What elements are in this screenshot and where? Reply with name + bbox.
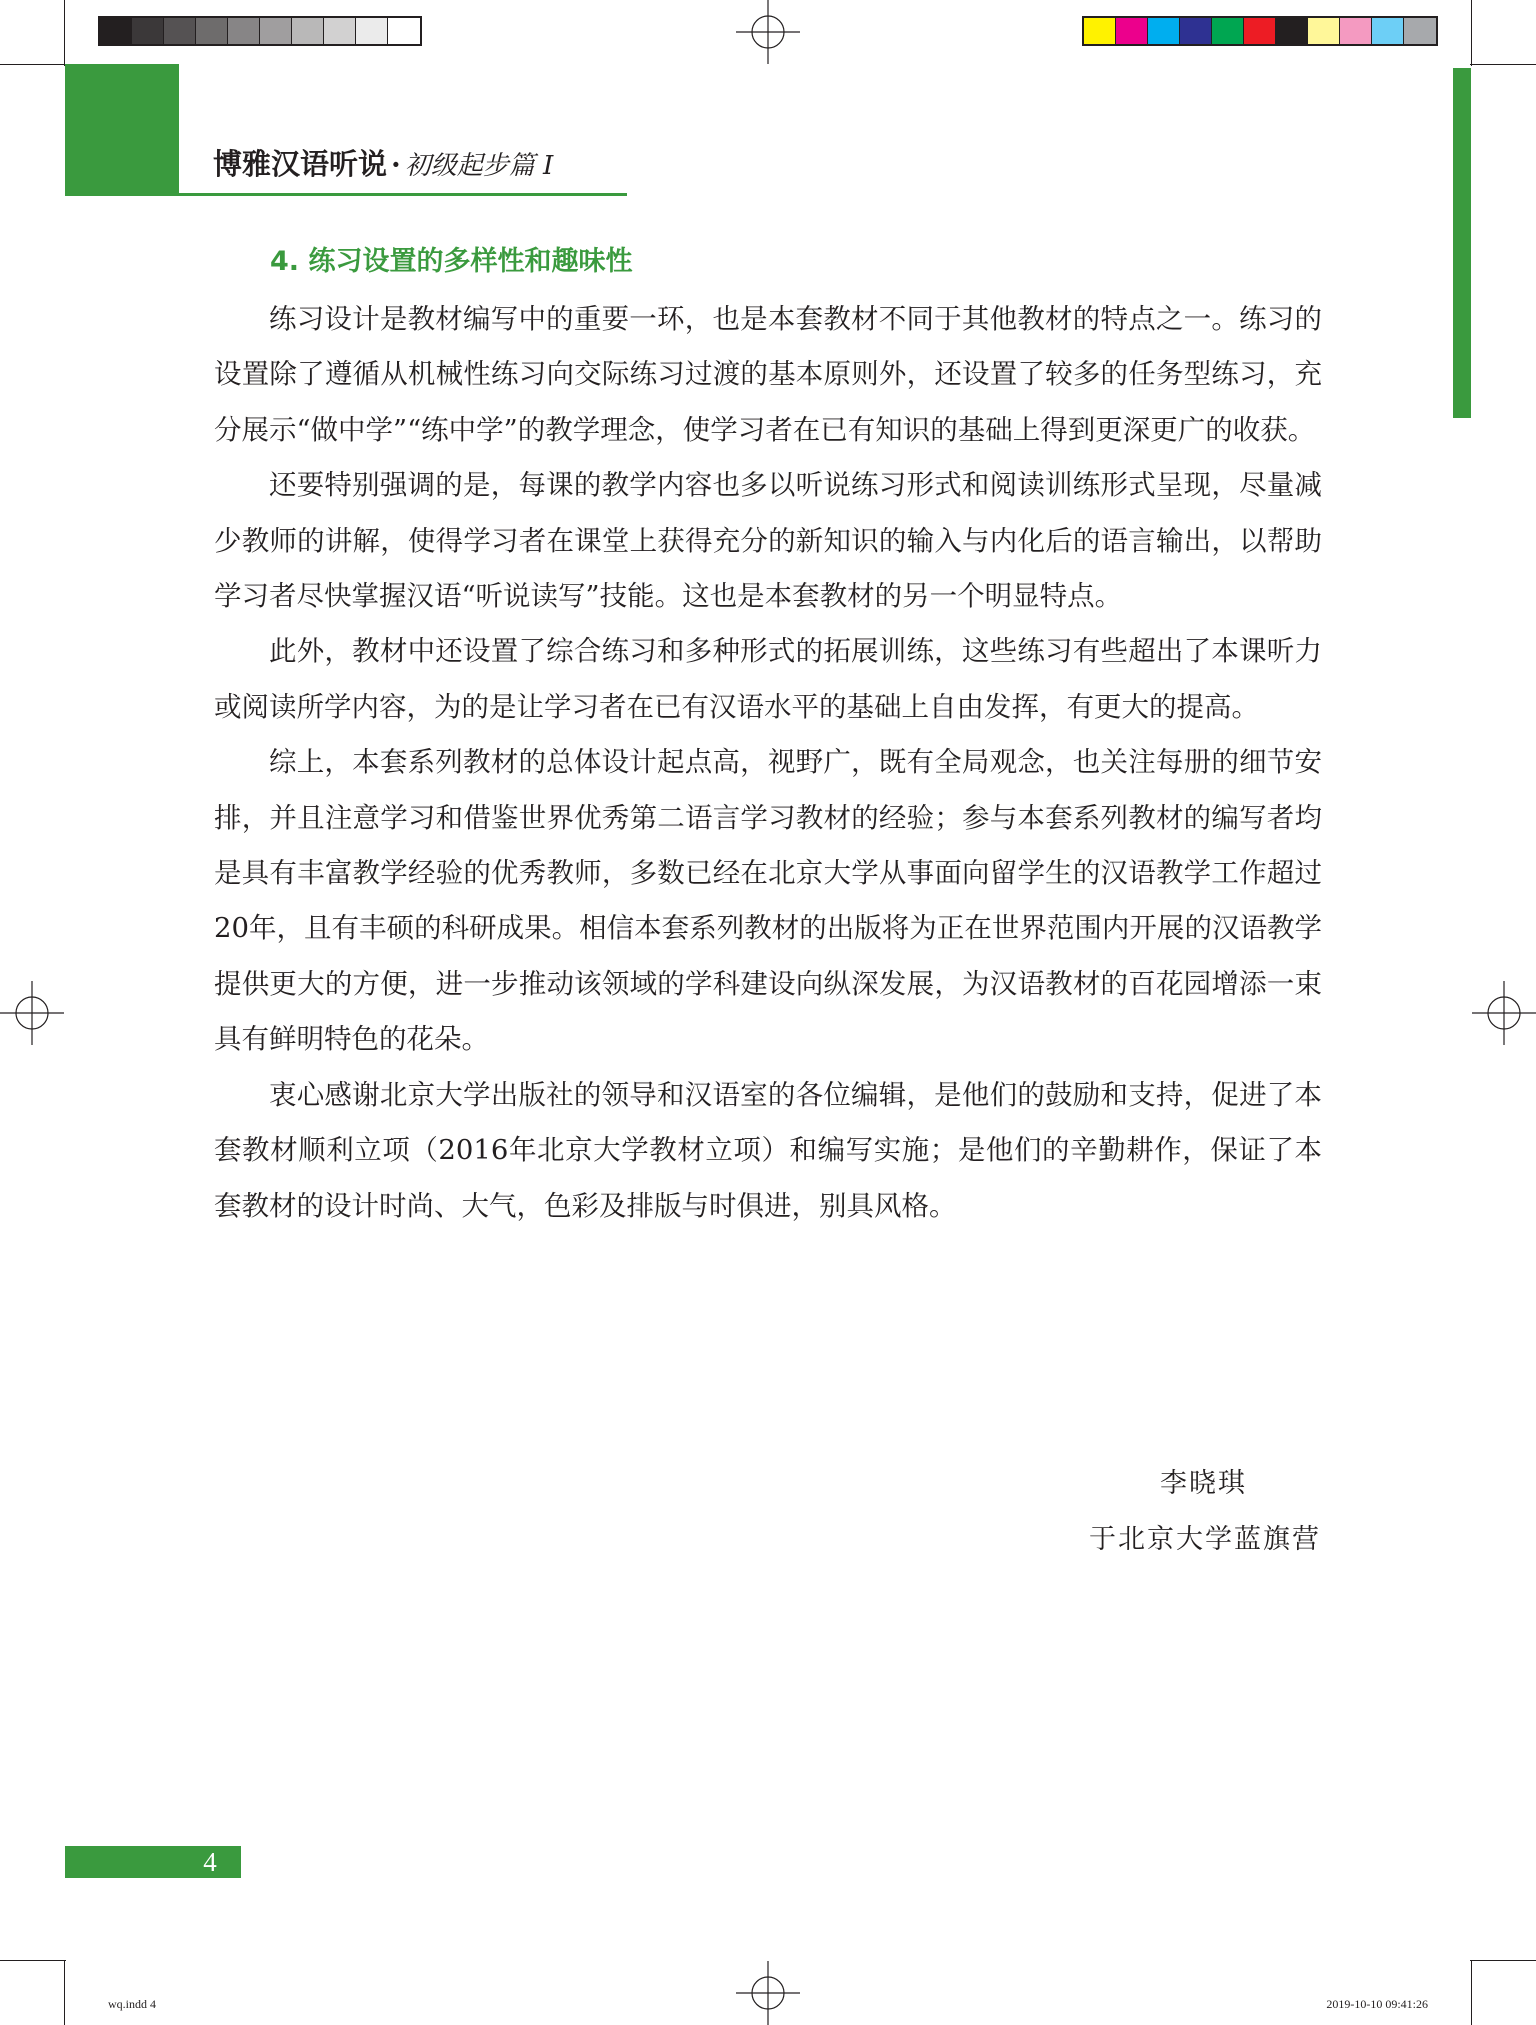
main-content [214,242,1322,1234]
crop-mark-br-v [1471,1960,1472,2025]
grayscale-swatch-9 [356,18,388,44]
crop-mark-bl-h [0,1960,66,1961]
author-name: 李晓琪 [1160,1468,1247,1499]
book-title: 博雅汉语听说 [213,147,388,181]
section-title: 4. 练习设置的多样性和趣味性 [270,246,633,277]
crop-mark-tl-v [64,0,65,66]
grayscale-swatch-7 [292,18,324,44]
process-color-swatch-6 [1244,18,1276,44]
grayscale-swatch-6 [260,18,292,44]
paragraph-2: 还要特别强调的是，每课的教学内容也多以听说练习形式和阅读训练形式呈现，尽量减少教师的讲解，使得学习者在课堂上获得充分的新知识的输入与内化后的语言输出，以帮助学习者尽快掌握汉语“听说读写”技能。这也是本套教材的另一个明显特点。 [214,469,1322,613]
grayscale-swatch-3 [164,18,196,44]
process-color-swatch-1 [1084,18,1116,44]
process-color-swatch-8 [1308,18,1340,44]
registration-mark-top-icon [736,0,800,64]
header-separator: · [391,148,401,181]
grayscale-swatch-1 [100,18,132,44]
process-color-bar [1082,16,1438,46]
slug-file: wq.indd 4 [108,1997,156,2011]
process-color-swatch-11 [1404,18,1436,44]
grayscale-swatch-8 [324,18,356,44]
running-header [213,147,554,181]
registration-mark-left-icon [0,981,64,1045]
grayscale-swatch-2 [132,18,164,44]
author-place: 于北京大学蓝旗营 [1089,1524,1321,1555]
grayscale-swatch-10 [388,18,420,44]
side-green-bar [1453,68,1471,418]
process-color-swatch-2 [1116,18,1148,44]
grayscale-swatch-5 [228,18,260,44]
process-color-swatch-9 [1340,18,1372,44]
paragraph-4: 综上，本套系列教材的总体设计起点高，视野广，既有全局观念，也关注每册的细节安排，并且注意学习和借鉴世界优秀第二语言学习教材的经验；参与本套系列教材的编写者均是具有丰富教学经验的优秀教师，多数已经在北京大学从事面向留学生的汉语教学工作超过20年，且有丰硕的科研成果。相信本套系列教材的出版将为正在世界范围内开展的汉语教学提供更大的方便，进一步推动该领域的学科建设向纵深发展，为汉语教材的百花园增添一束具有鲜明特色的花朵。 [214,746,1322,1056]
header-green-block [65,64,179,196]
grayscale-swatch-4 [196,18,228,44]
header-underline [65,193,627,196]
paragraph-1: 练习设计是教材编写中的重要一环，也是本套教材不同于其他教材的特点之一。练习的设置除了遵循从机械性练习向交际练习过渡的基本原则外，还设置了较多的任务型练习，充分展示“做中学”“练中学”的教学理念，使学习者在已有知识的基础上得到更深更广的收获。 [214,303,1322,446]
signature-block [1089,1456,1321,1568]
process-color-swatch-10 [1372,18,1404,44]
crop-mark-tr-h [1470,64,1536,65]
book-subtitle: 初级起步篇 I [404,151,554,181]
process-color-swatch-5 [1212,18,1244,44]
process-color-swatch-3 [1148,18,1180,44]
slug-timestamp: 2019-10-10 09:41:26 [1326,1997,1428,2011]
registration-mark-right-icon [1472,981,1536,1045]
registration-mark-bottom-icon [736,1961,800,2025]
paragraph-5: 衷心感谢北京大学出版社的领导和汉语室的各位编辑，是他们的鼓励和支持，促进了本套教材顺利立项（2016年北京大学教材立项）和编写实施；是他们的辛勤耕作，保证了本套教材的设计时尚、大气，色彩及排版与时俱进，别具风格。 [214,1078,1322,1222]
process-color-swatch-7 [1276,18,1308,44]
grayscale-color-bar [98,16,422,46]
page-number: 4 [203,1847,217,1877]
crop-mark-tr-v [1471,0,1472,66]
paragraph-3: 此外，教材中还设置了综合练习和多种形式的拓展训练，这些练习有些超出了本课听力或阅读所学内容，为的是让学习者在已有汉语水平的基础上自由发挥，有更大的提高。 [214,635,1322,723]
crop-mark-tl-h [0,64,66,65]
process-color-swatch-4 [1180,18,1212,44]
crop-mark-br-h [1470,1960,1536,1961]
crop-mark-bl-v [64,1960,65,2025]
